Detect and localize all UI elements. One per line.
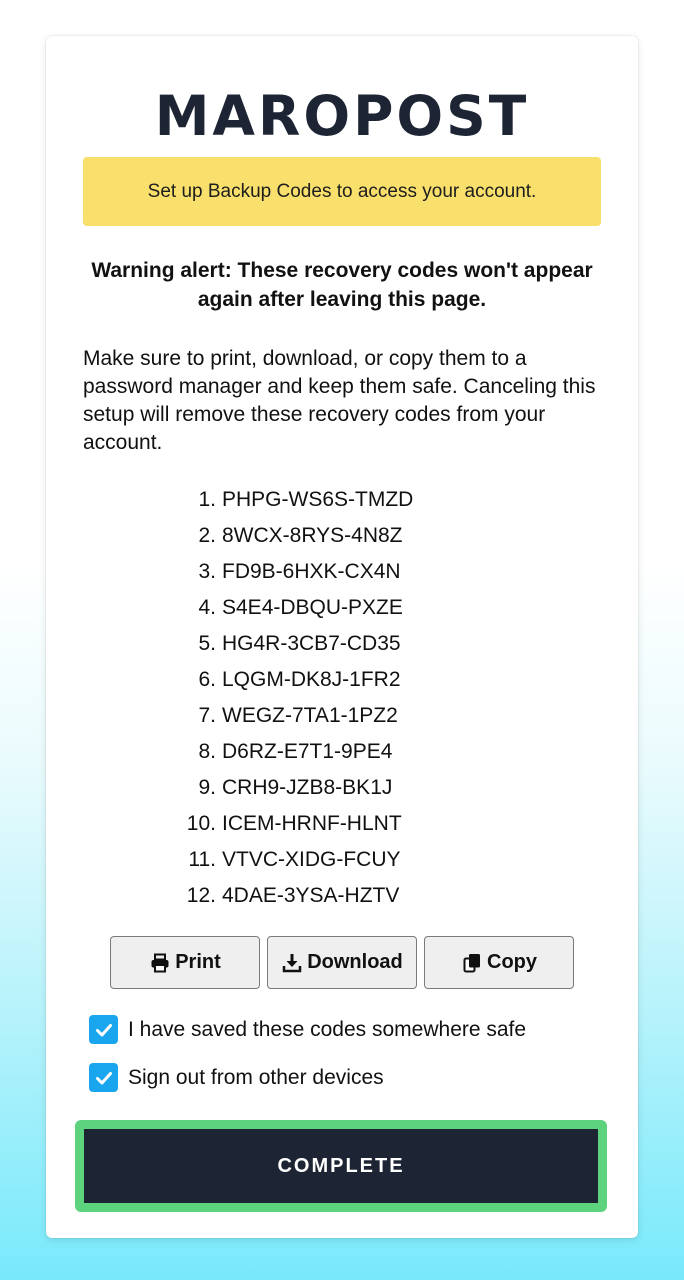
code-number: 1. (198, 488, 216, 511)
list-item (178, 482, 413, 518)
list-item (178, 662, 413, 698)
list-item (178, 626, 413, 662)
recovery-codes-list (178, 482, 413, 914)
recovery-code: PHPG-WS6S-TMZD (222, 488, 414, 511)
saved-codes-label: I have saved these codes somewhere safe (128, 1017, 527, 1041)
code-number: 11. (188, 848, 216, 871)
banner-text: Set up Backup Codes to access your account. (147, 180, 537, 202)
recovery-code: 4DAE-3YSA-HZTV (222, 884, 400, 907)
list-item (178, 878, 413, 914)
code-number: 8. (198, 740, 216, 763)
setup-card (46, 36, 638, 1238)
code-actions (110, 936, 574, 989)
print-label: Print (175, 951, 221, 973)
printer-icon (149, 952, 171, 974)
warning-alert: Warning alert: These recovery codes won't appear again after leaving this page. (91, 259, 593, 311)
saved-codes-checkbox-row[interactable] (89, 1015, 526, 1044)
recovery-code: S4E4-DBQU-PXZE (222, 596, 403, 619)
code-number: 12. (186, 884, 216, 907)
sign-out-checkbox-row[interactable] (89, 1063, 384, 1092)
recovery-code: 8WCX-8RYS-4N8Z (222, 524, 403, 547)
recovery-code: FD9B-6HXK-CX4N (222, 560, 401, 583)
code-number: 2. (198, 524, 216, 547)
list-item (178, 518, 413, 554)
list-item (178, 698, 413, 734)
code-number: 4. (198, 596, 216, 619)
print-button[interactable] (110, 936, 260, 989)
maropost-logo: MAROPOST (154, 84, 530, 148)
checkmark-icon (94, 1068, 114, 1088)
list-item (178, 734, 413, 770)
recovery-code: ICEM-HRNF-HLNT (222, 812, 402, 835)
download-button[interactable] (267, 936, 417, 989)
checkmark-icon (94, 1020, 114, 1040)
info-text: Make sure to print, download, or copy them to a password manager and keep them safe. Canceling this setup will remove these recovery codes from your account. (83, 347, 596, 454)
sign-out-checkbox[interactable] (89, 1063, 118, 1092)
complete-button-focus-ring (75, 1120, 607, 1212)
code-number: 10. (186, 812, 216, 835)
recovery-code: D6RZ-E7T1-9PE4 (222, 740, 393, 763)
list-item (178, 590, 413, 626)
copy-label: Copy (487, 951, 537, 973)
copy-button[interactable] (424, 936, 574, 989)
saved-codes-checkbox[interactable] (89, 1015, 118, 1044)
copy-icon (461, 952, 483, 974)
recovery-code: LQGM-DK8J-1FR2 (222, 668, 401, 691)
recovery-code: VTVC-XIDG-FCUY (222, 848, 401, 871)
recovery-code: WEGZ-7TA1-1PZ2 (222, 704, 398, 727)
download-icon (281, 952, 303, 974)
sign-out-label: Sign out from other devices (128, 1065, 384, 1089)
code-number: 5. (198, 632, 216, 655)
recovery-code: HG4R-3CB7-CD35 (222, 632, 401, 655)
code-number: 3. (198, 560, 216, 583)
download-label: Download (307, 951, 403, 973)
list-item (178, 554, 413, 590)
list-item (178, 806, 413, 842)
complete-button[interactable]: COMPLETE (84, 1129, 598, 1203)
recovery-code: CRH9-JZB8-BK1J (222, 776, 393, 799)
setup-banner (83, 157, 601, 226)
code-number: 6. (198, 668, 216, 691)
list-item (178, 842, 413, 878)
code-number: 9. (198, 776, 216, 799)
list-item (178, 770, 413, 806)
code-number: 7. (198, 704, 216, 727)
